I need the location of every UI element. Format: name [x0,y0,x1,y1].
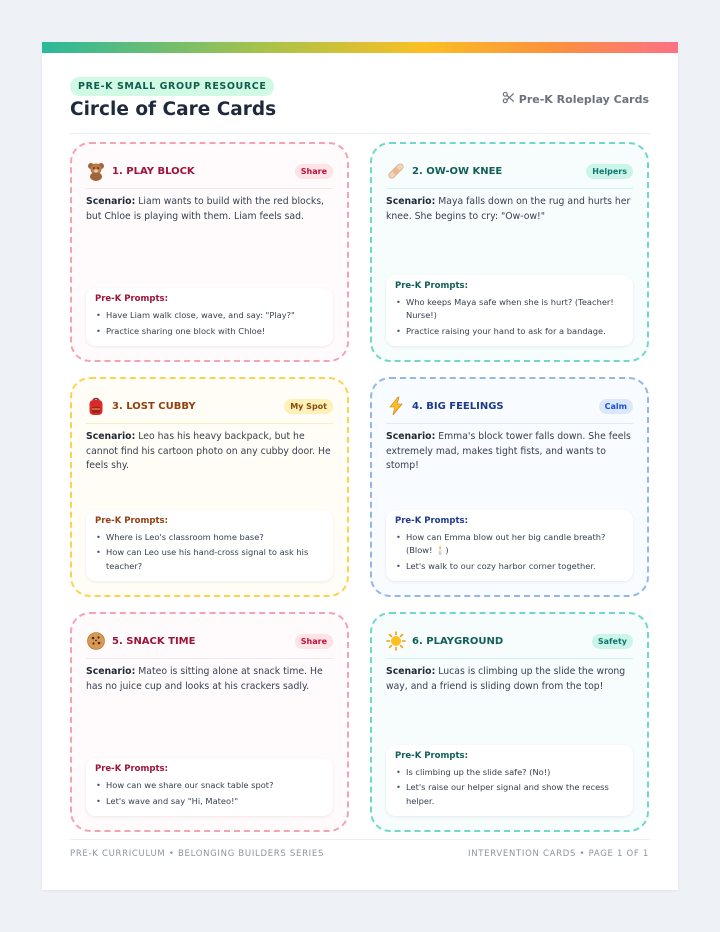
footer-page-info: INTERVENTION CARDS • PAGE 1 OF 1 [468,849,649,859]
card-header [86,391,333,421]
scenario-body: Liam wants to build with the red blocks, but Chloe is playing with them. Liam feels sad. [86,196,325,222]
prompts-box [386,510,633,582]
scenario-label: Scenario: [386,666,436,677]
prompts-heading: Pre-K Prompts: [95,764,168,774]
prompt-item: • Practice raising your hand to ask for a bandage. [395,325,624,339]
scenario-label: Scenario: [86,196,136,207]
prompts-heading: Pre-K Prompts: [395,280,468,291]
card-header [386,391,633,421]
card-play-block [70,142,349,362]
card-header [386,156,633,186]
prompt-item: • How can Leo use his hand-cross signal to ask his teacher? [95,546,324,573]
card-ow-ow-knee [370,142,649,362]
scissors-icon [502,91,515,107]
prompt-item: • How can Emma blow out her big candle breath? (Blow! 🕯️) [395,531,624,558]
prompts-box [386,745,633,817]
card-lost-cubby [70,377,349,597]
card-divider [86,658,333,659]
prompt-item: • Let's wave and say "Hi, Mateo!" [95,795,324,809]
scenario-text [386,665,633,694]
scenario-label: Scenario: [386,431,436,442]
cookie-icon [86,631,106,651]
prompt-item: • Practice sharing one block with Chloe! [95,325,324,339]
scenario-text [86,195,333,224]
card-playground [370,612,649,832]
card-header [86,156,333,186]
prompt-item: • Let's raise our helper signal and show the recess helper. [395,781,624,808]
card-divider [386,658,633,659]
card-divider [386,188,633,189]
prompt-item: • Who keeps Maya safe when she is hurt? (Teacher! Nurse!) [395,296,624,323]
card-snack-time [70,612,349,832]
scenario-body: Lucas is climbing up the slide the wrong way, and a friend is sliding down from the top! [386,666,626,692]
lightning-icon [386,396,406,416]
teddy-bear-icon [86,161,106,181]
scenario-label: Scenario: [86,431,136,442]
prompts-box [86,758,333,816]
scenario-body: Mateo is sitting alone at snack time. He has no juice cup and looks at his crackers sadly. [86,666,323,692]
scenario-body: Emma's block tower falls down. She feels extremely mad, makes tight fists, and wants to stomp! [386,431,631,471]
category-tag: My Spot [284,399,333,414]
card-title: 5. SNACK TIME [112,635,196,647]
category-tag: Share [295,634,333,649]
prompts-box [386,275,633,347]
prompts-heading: Pre-K Prompts: [95,294,168,304]
prompt-item: • Have Liam walk close, wave, and say: "Play?" [95,309,324,323]
card-title: 4. BIG FEELINGS [412,400,504,412]
page-title: Circle of Care Cards [70,99,277,120]
scenario-text [86,430,333,474]
card-header [86,626,333,656]
footer-series: PRE-K CURRICULUM • BELONGING BUILDERS SERIES [70,849,325,859]
scenario-text [386,430,633,474]
header-divider [70,133,650,134]
category-tag: Calm [599,399,633,414]
scenario-body: Leo has his heavy backpack, but he cannot find his cartoon photo on any cubby door. He feels shy. [86,431,331,471]
card-title: 3. LOST CUBBY [112,400,196,412]
card-title: 2. OW-OW KNEE [412,165,503,177]
footer-divider [70,839,650,840]
scenario-body: Maya falls down on the rug and hurts her knee. She begins to cry: "Ow-ow!" [386,196,631,222]
prompt-item: • Where is Leo's classroom home base? [95,531,324,545]
card-divider [86,188,333,189]
card-divider [386,423,633,424]
card-big-feelings [370,377,649,597]
scenario-label: Scenario: [86,666,136,677]
scenario-text [386,195,633,224]
category-tag: Helpers [586,164,633,179]
prompts-heading: Pre-K Prompts: [395,750,468,761]
resource-badge: PRE-K SMALL GROUP RESOURCE [70,77,274,96]
category-tag: Safety [592,634,633,649]
scenario-text [86,665,333,694]
prompt-item: • How can we share our snack table spot? [95,779,324,793]
category-tag: Share [295,164,333,179]
card-title: 1. PLAY BLOCK [112,165,195,177]
sun-icon [386,631,406,651]
prompts-heading: Pre-K Prompts: [395,515,468,526]
resource-page [42,42,678,890]
prompt-item: • Let's walk to our cozy harbor corner together. [395,560,624,574]
prompts-heading: Pre-K Prompts: [95,515,168,526]
roleplay-label-text: Pre-K Roleplay Cards [518,92,649,106]
card-title: 6. PLAYGROUND [412,635,504,647]
gradient-top-bar [42,42,678,53]
roleplay-label [502,91,649,107]
prompts-box [86,510,333,582]
bandage-icon [386,161,406,181]
backpack-icon [86,396,106,416]
card-divider [86,423,333,424]
prompts-box [86,288,333,346]
scenario-label: Scenario: [386,196,436,207]
prompt-item: • Is climbing up the slide safe? (No!) [395,766,624,780]
card-header [386,626,633,656]
